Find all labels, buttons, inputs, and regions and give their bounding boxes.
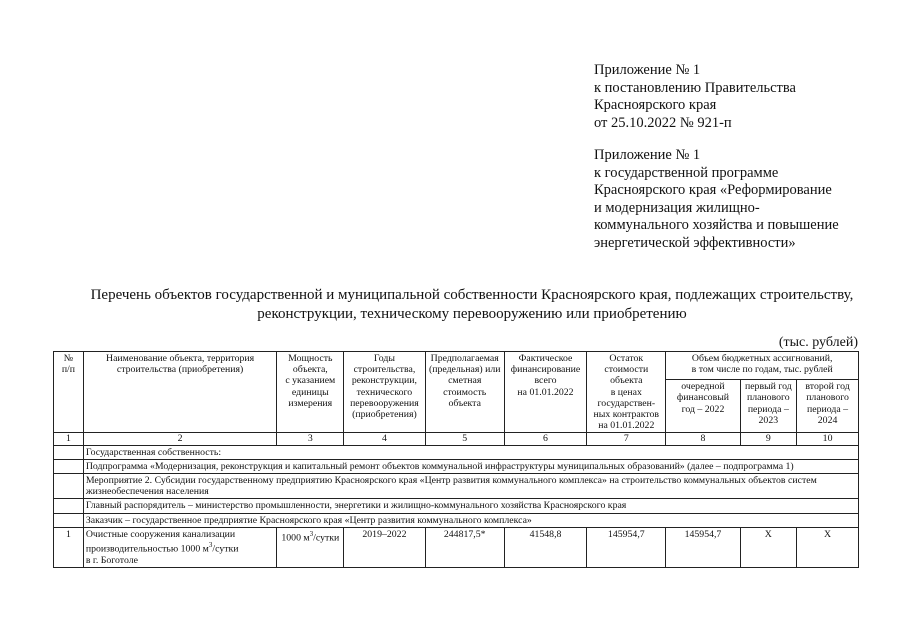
column-number: 3 xyxy=(277,433,344,445)
header-actual-financing: Фактическое финансирование всего на 01.01.2022 xyxy=(504,352,586,433)
section-subprogram: Подпрограмма «Модернизация, реконструкция и капитальный ремонт объектов коммунальной инфраструктуры муниципальных образований» (далее – подпрограмма 1) xyxy=(83,459,858,473)
column-number: 10 xyxy=(797,433,859,445)
document-title-line-1: Перечень объектов государственной и муниципальной собственности Красноярского края, подлежащих строительству, xyxy=(90,287,854,303)
section-customer: Заказчик – государственное предприятие Красноярского края «Центр развития коммунального комплекса» xyxy=(83,513,858,527)
document-title xyxy=(40,286,904,324)
objects-table xyxy=(53,351,859,568)
appendix-1-line: Красноярского края xyxy=(594,97,717,113)
appendix-1-line: Приложение № 1 xyxy=(594,62,701,78)
row-capacity: 1000 $м^3$/сутки xyxy=(277,527,344,567)
column-number: 6 xyxy=(504,433,586,445)
row-years: 2019–2022 xyxy=(344,527,425,567)
table-row xyxy=(54,527,859,567)
column-number: 5 xyxy=(425,433,504,445)
header-year-2024: второй год планового периода – 2024 xyxy=(797,380,859,433)
appendix-2-line: коммунального хозяйства и повышение xyxy=(594,217,839,233)
column-number: 1 xyxy=(54,433,84,445)
appendix-2-line: энергетической эффективности» xyxy=(594,234,796,251)
row-remaining-cost: 145954,7 xyxy=(587,527,666,567)
column-number: 4 xyxy=(344,433,425,445)
header-capacity: Мощность объекта, с указанием единицы измерения xyxy=(277,352,344,433)
appendix-2-line: и модернизация жилищно- xyxy=(594,199,760,216)
appendix-1-line: от 25.10.2022 № 921-п xyxy=(594,114,732,131)
appendix-1-block xyxy=(594,62,796,132)
column-number: 9 xyxy=(740,433,797,445)
header-year-2023: первый год планового периода – 2023 xyxy=(740,380,797,433)
column-number: 2 xyxy=(83,433,277,445)
header-budget-group: Объем бюджетных ассигнований, в том числе по годам, тыс. рублей xyxy=(666,352,859,380)
document-title-line-2: реконструкции, техническому перевооружению или приобретению xyxy=(257,306,687,322)
appendix-2-line: Красноярского края «Реформирование xyxy=(594,182,832,198)
row-budget-2023: Х xyxy=(740,527,797,567)
column-number: 8 xyxy=(666,433,740,445)
header-estimated-cost: Предполагаемая (предельная) или сметная стоимость объекта xyxy=(425,352,504,433)
column-numbers-row xyxy=(54,433,859,445)
header-year-2022: очередной финансовый год – 2022 xyxy=(666,380,740,433)
column-number: 7 xyxy=(587,433,666,445)
row-actual-financing: 41548,8 xyxy=(504,527,586,567)
section-row xyxy=(54,474,859,499)
row-object-name: Очистные сооружения канализации производительностью 1000 $м^3$/сутки в г. Боготоле xyxy=(83,527,277,567)
section-row xyxy=(54,499,859,513)
appendix-2-line: к государственной программе xyxy=(594,164,779,181)
header-remaining-cost: Остаток стоимости объекта в ценах государствен- ных контрактов на 01.01.2022 xyxy=(587,352,666,433)
header-name: Наименование объекта, территория строительства (приобретения) xyxy=(83,352,277,433)
section-row xyxy=(54,445,859,459)
header-years: Годы строительства, реконструкции, технического перевооружения (приобретения) xyxy=(344,352,425,433)
section-state-property: Государственная собственность: xyxy=(83,445,858,459)
header-row-1 xyxy=(54,352,859,380)
row-budget-2024: Х xyxy=(797,527,859,567)
section-main-manager: Главный распорядитель – министерство промышленности, энергетики и жилищно-коммунального хозяйства Красноярского края xyxy=(83,499,858,513)
section-row xyxy=(54,459,859,473)
header-no: № п/п xyxy=(54,352,84,433)
units-label: (тыс. рублей) xyxy=(778,335,858,350)
appendix-2-line: Приложение № 1 xyxy=(594,147,701,163)
appendix-1-line: к постановлению Правительства xyxy=(594,79,796,96)
appendix-2-block xyxy=(594,147,839,252)
row-budget-2022: 145954,7 xyxy=(666,527,740,567)
section-measure: Мероприятие 2. Субсидии государственному предприятию Красноярского края «Центр развития коммунального комплекса» на строительство коммунальных объектов систем жизнеобеспечения населения xyxy=(83,474,858,499)
row-no: 1 xyxy=(54,527,84,567)
row-estimated-cost: 244817,5* xyxy=(425,527,504,567)
section-row xyxy=(54,513,859,527)
